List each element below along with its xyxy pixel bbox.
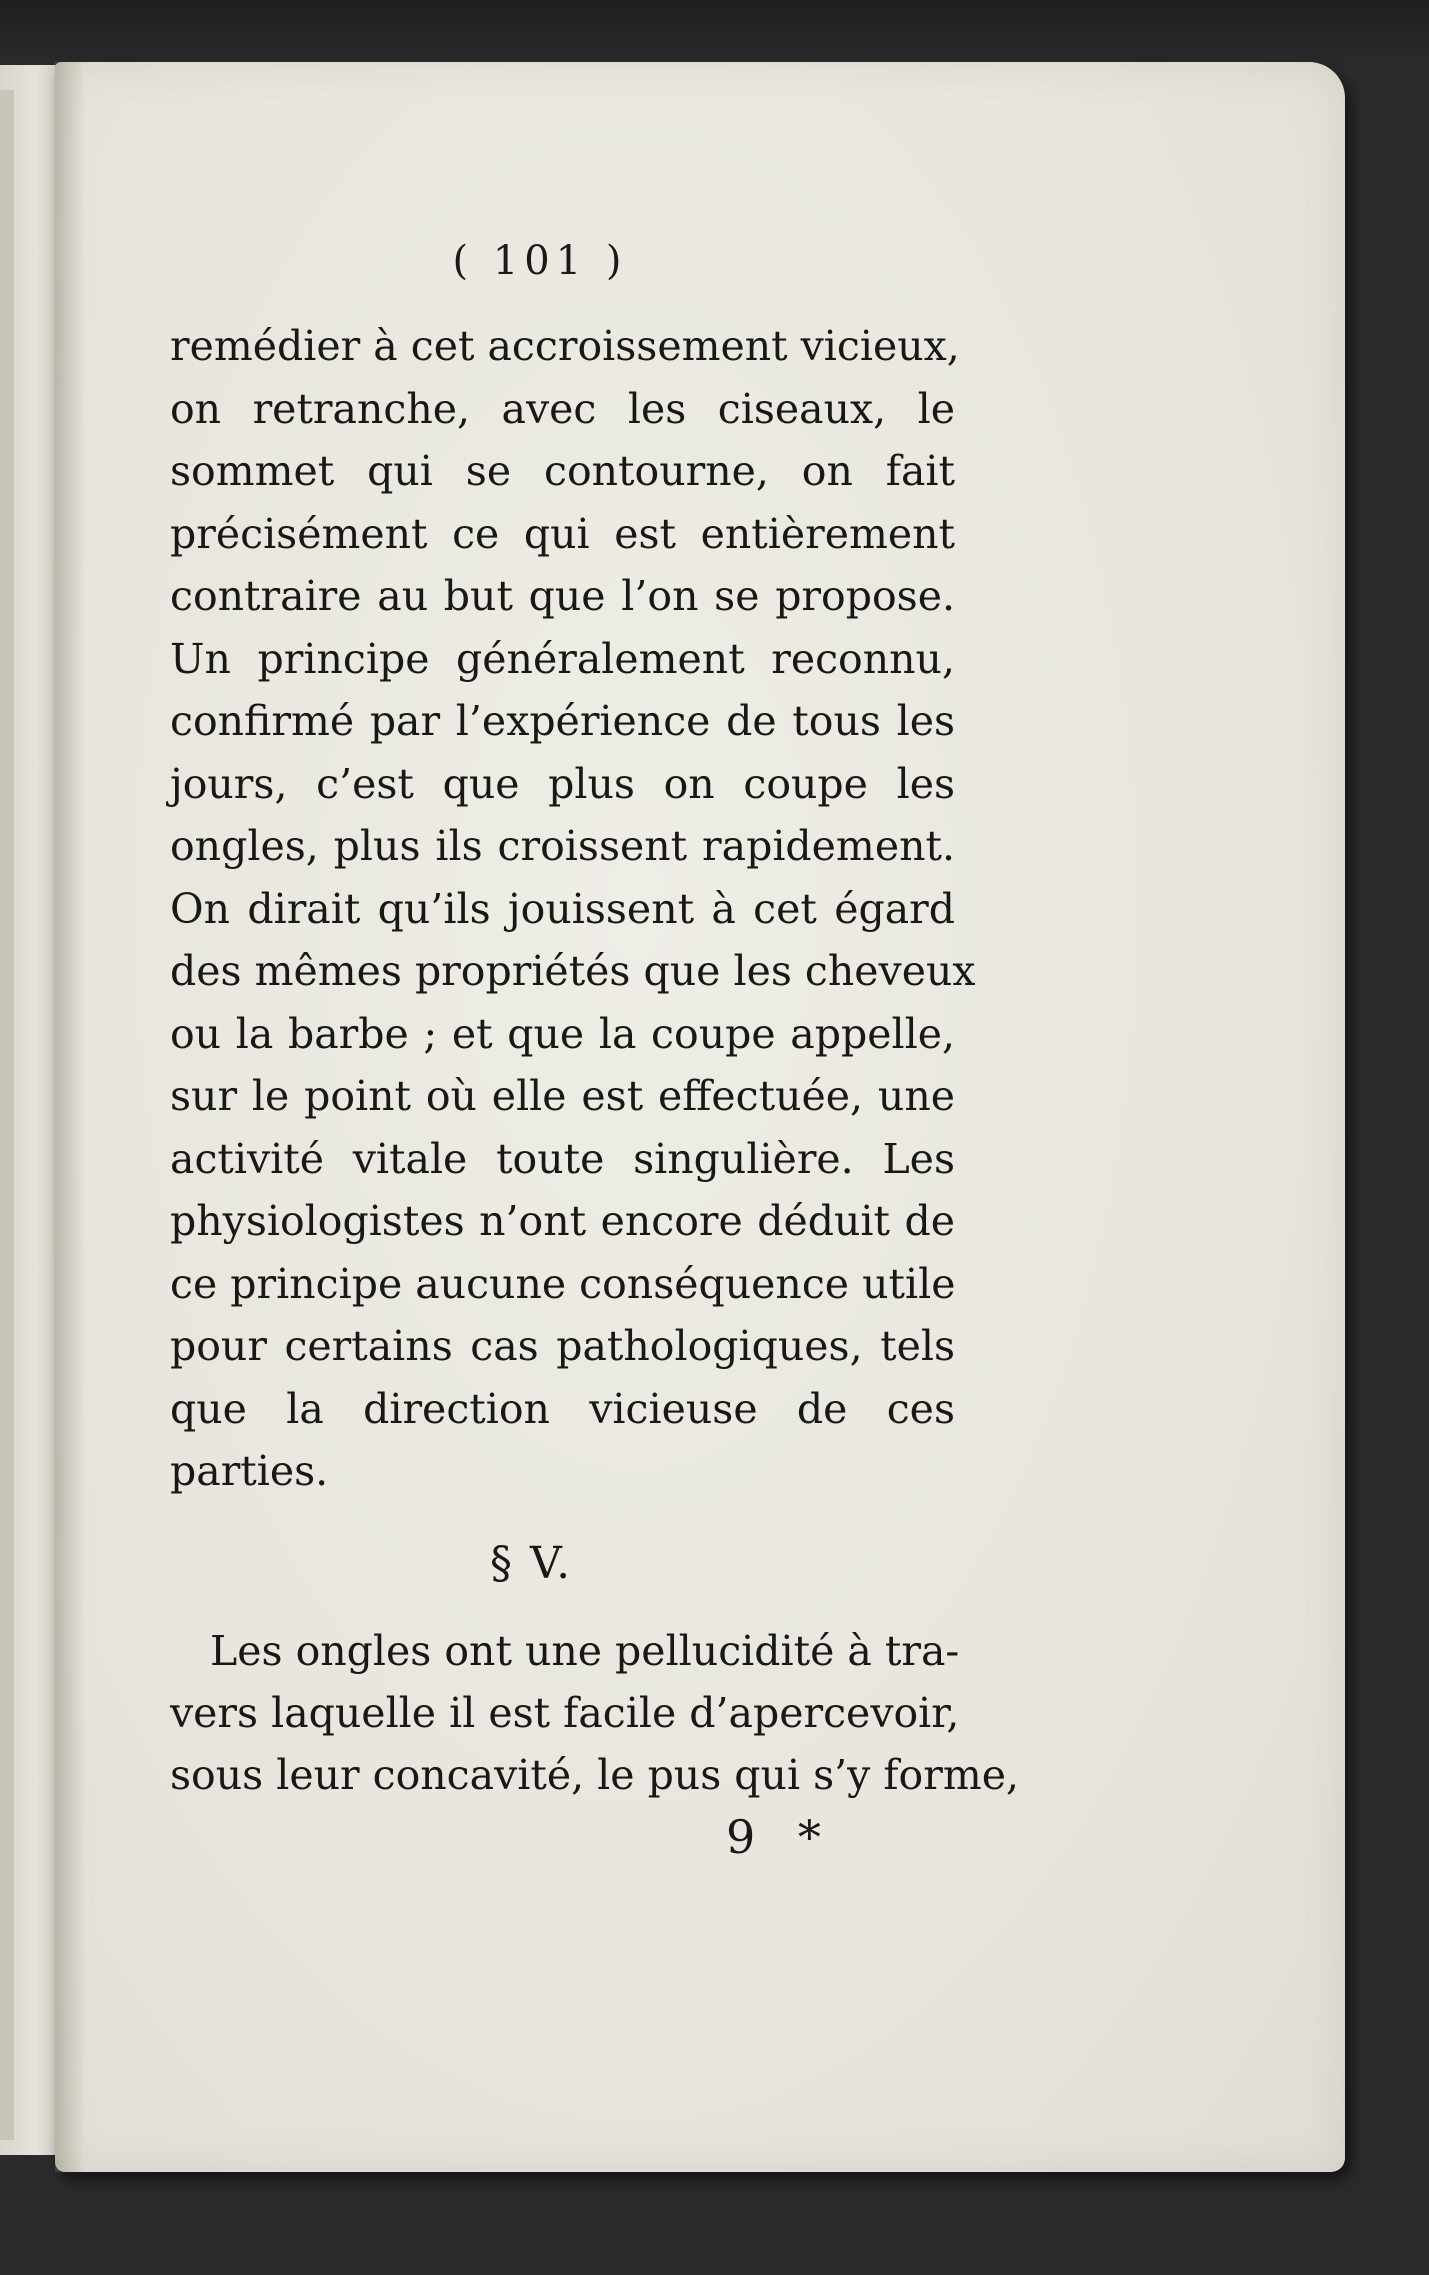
text-line: remédier à cet accroissement vicieux,	[170, 322, 960, 370]
text-line: sous leur concavité, le pus qui s’y forme,	[170, 1751, 1019, 1799]
text-line: ongles, plus ils croissent rapidement.	[170, 822, 955, 870]
text-line: parties.	[170, 1447, 329, 1495]
section-heading: § V.	[490, 1538, 573, 1589]
text-line: ce principe aucune conséquence utile	[170, 1259, 956, 1308]
text-line: vers laquelle il est facile d’apercevoir,	[170, 1689, 960, 1737]
text-line: On dirait qu’ils jouissent à cet égard	[170, 884, 955, 933]
text-line: ou la barbe ; et que la coupe appelle,	[170, 1009, 955, 1058]
text-line: Les ongles ont une pellucidité à tra-	[210, 1627, 960, 1675]
text-line: physiologistes n’ont encore déduit de	[170, 1197, 955, 1245]
page-number: ( 101 )	[452, 238, 628, 284]
text-line: précisément ce qui est entièrement	[170, 509, 955, 558]
text-line: pour certains cas pathologiques, tels	[170, 1322, 955, 1370]
text-line: des mêmes propriétés que les cheveux	[170, 947, 976, 995]
gutter-shadow	[55, 62, 85, 2172]
paragraph-1	[170, 315, 976, 1503]
facing-page-shadow	[0, 90, 14, 2140]
text-line: sur le point où elle est effectuée, une	[170, 1072, 955, 1120]
paragraph-2	[170, 1620, 1019, 1806]
text-line: sommet qui se contourne, on fait	[170, 447, 955, 495]
signature-mark: 9 *	[726, 1810, 835, 1864]
text-line: que la direction vicieuse de ces	[170, 1384, 955, 1433]
text-line: Un principe généralement reconnu,	[170, 634, 955, 683]
text-line: jours, c’est que plus on coupe les	[170, 759, 955, 808]
text-line: activité vitale toute singulière. Les	[170, 1134, 955, 1183]
text-line: on retranche, avec les ciseaux, le	[170, 384, 955, 433]
text-line: contraire au but que l’on se propose.	[170, 572, 955, 620]
text-line: confirmé par l’expérience de tous les	[170, 697, 955, 745]
